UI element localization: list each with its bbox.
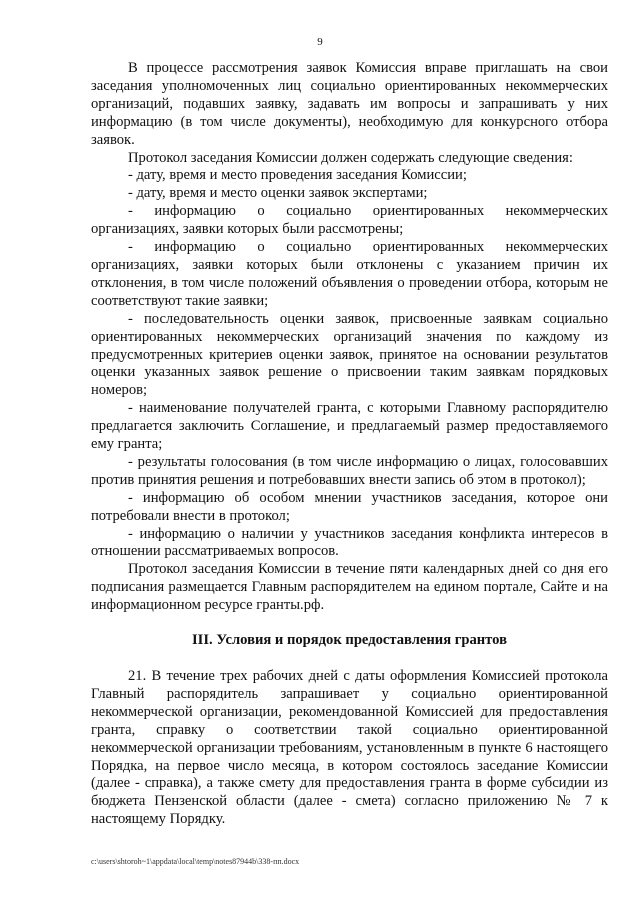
paragraph-protocol-contents: Протокол заседания Комиссии должен содержать следующие сведения: [128, 149, 573, 166]
paragraph-protocol-publication: Протокол заседания Комиссии в течение пяти календарных дней со дня его подписания размещается Главным распорядителем на едином портале, Сайте и на информационном ресурсе гранты.рф. [91, 561, 608, 614]
paragraph-21: 21. В течение трех рабочих дней с даты оформления Комиссией протокола Главный распорядитель запрашивает у социально ориентированной некоммерческой организации, рекомендованной Комиссией для предоставления гранта, справку о соответствии такой социально ориентированной некоммерческой организации требованиям, установленным в пункте 6 настоящего Порядка, на первое число месяца, в котором состоялось заседание Комиссии (далее - справка), а также смету для предоставления гранта в форме субсидии из бюджета Пензенской области (далее - смета) согласно приложению № 7 к настоящему Порядку. [91, 668, 608, 828]
footer-file-path: c:\users\shtoroh~1\appdata\local\temp\notes87944b\338-пп.docx [91, 857, 300, 866]
list-item-grant-recipients: - наименование получателей гранта, с которыми Главному распорядителю предлагается заключить Соглашение, и предлагаемый размер предоставляемого ему гранта; [91, 400, 608, 453]
list-item-meeting-date: - дату, время и место проведения заседания Комиссии; [128, 167, 467, 184]
page-number: 9 [317, 36, 323, 48]
list-item-conflict-of-interest: - информацию о наличии у участников заседания конфликта интересов в отношении рассматриваемых вопросов. [91, 525, 608, 560]
list-item-voting-results: - результаты голосования (в том числе информацию о лицах, голосовавших против принятия решения и потребовавших внести запись об этом в протокол); [91, 453, 608, 488]
list-item-reviewed-organizations: - информацию о социально ориентированных некоммерческих организациях, заявки которых были рассмотрены; [91, 203, 608, 238]
document-body [91, 60, 608, 829]
list-item-rejected-organizations: - информацию о социально ориентированных некоммерческих организациях, заявки которых были отклонены с указанием причин их отклонения, в том числе положений объявления о проведении отбора, которым не соответствуют такие заявки; [91, 239, 608, 309]
list-item-evaluation-date: - дату, время и место оценки заявок экспертами; [128, 185, 428, 202]
list-item-dissenting-opinion: - информацию об особом мнении участников заседания, которое они потребовали внести в протокол; [91, 489, 608, 524]
list-item-evaluation-sequence: - последовательность оценки заявок, присвоенные заявкам социально ориентированных некоммерческих организаций значения по каждому из предусмотренных критериев оценки заявок, принятое на основании результатов оценки указанных заявок решение о присвоении таким заявкам порядковых номеров; [91, 310, 608, 399]
paragraph-invite-representatives: В процессе рассмотрения заявок Комиссия вправе приглашать на свои заседания уполномоченных лиц социально ориентированных некоммерческих организаций, подавших заявку, задавать им вопросы и запрашивать у них информацию (в том числе документы), необходимую для конкурсного отбора заявок. [91, 60, 608, 148]
section-heading: III. Условия и порядок предоставления грантов [192, 632, 507, 649]
